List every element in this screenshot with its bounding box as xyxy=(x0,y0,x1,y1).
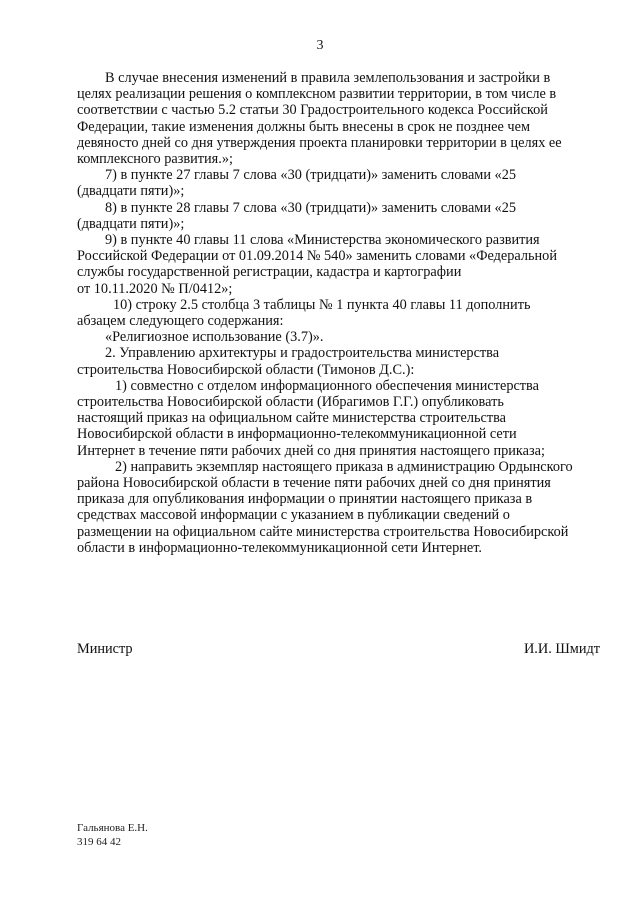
paragraph-quote-religious-use: «Религиозное использование (3.7)». xyxy=(105,329,324,346)
executor-info xyxy=(77,821,148,849)
document-body xyxy=(77,70,600,556)
signatory-position: Министр xyxy=(77,641,133,657)
paragraph-item-7: 7) в пункте 27 главы 7 слова «30 (тридцати)» заменить словами «25 (двадцати пяти)»; xyxy=(77,167,517,200)
paragraph-section-2: 2. Управлению архитектуры и градостроительства министерства строительства Новосибирской области (Тимонов Д.С.): xyxy=(77,345,500,378)
signature-block xyxy=(77,641,600,657)
paragraph-subitem-2: 2) направить экземпляр настоящего приказа в администрацию Ордынского района Новосибирской области в течение пяти рабочих дней со дня принятия приказа для опубликования информации о принятии настоящего приказа в средствах массовой информации с указанием в публикации сведений о размещении на официальном сайте министерства строительства Новосибирской области в информационно-телекоммуникационной сети Интернет. xyxy=(77,458,573,556)
paragraph-subitem-1: 1) совместно с отделом информационного обеспечения министерства строительства Новосибирской области (Ибрагимов Г.Г.) опубликовать настоящий приказ на официальном сайте министерства строительства Новосибирской области в информационно-телекоммуникационной сети Интернет в течение пяти рабочих дней со дня принятия настоящего приказа; xyxy=(77,377,545,459)
paragraph-item-10: 10) строку 2.5 столбца 3 таблицы № 1 пункта 40 главы 11 дополнить абзацем следующего содержания: xyxy=(77,296,531,330)
page-number: 3 xyxy=(316,38,324,53)
signatory-name: И.И. Шмидт xyxy=(523,641,600,657)
paragraph-zoning-changes: В случае внесения изменений в правила землепользования и застройки в целях реализации решения о комплексном развитии территории, в том числе в соответствии с частью 5.2 статьи 30 Градостроительного кодекса Российской Федерации, такие изменения должны быть внесены в срок не позднее чем девяносто дней со дня утверждения проекта планировки территории в целях ее комплексного развития.»; xyxy=(77,70,562,168)
paragraph-item-8: 8) в пункте 28 главы 7 слова «30 (тридцати)» заменить словами «25 (двадцати пяти)»; xyxy=(77,199,517,232)
paragraph-item-9: 9) в пункте 40 главы 11 слова «Министерства экономического развития Российской Федерации от 01.09.2014 № 540» заменить словами «Федеральной службы государственной регистрации, кадастра и картографии от 10.11.2020 № П/0412»; xyxy=(77,232,557,297)
executor-phone: 319 64 42 xyxy=(77,836,121,848)
executor-name: Гальянова Е.Н. xyxy=(77,822,148,834)
